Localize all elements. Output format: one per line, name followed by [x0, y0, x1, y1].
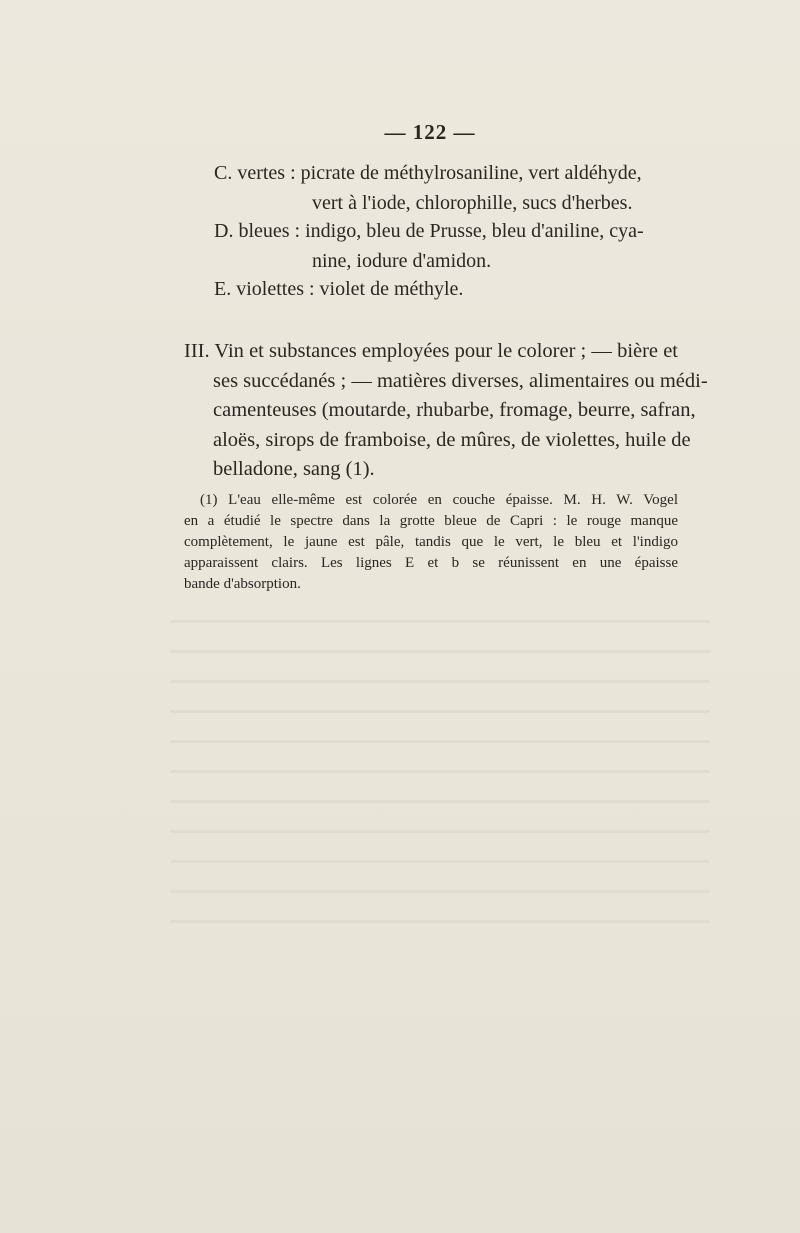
footnote-line: bande d'absorption. [184, 576, 301, 592]
entry-c [214, 158, 642, 218]
entry-c-line-1: C. vertes : picrate de méthylrosaniline, vert aldéhyde, [214, 162, 642, 184]
paragraph-iii [184, 337, 708, 485]
paragraph-line: camenteuses (moutarde, rhubarbe, fromage, beurre, safran, [213, 399, 696, 421]
page-number: — 122 — [384, 120, 476, 144]
entry-d [214, 216, 644, 276]
paragraph-line: ses succédanés ; — matières diverses, alimentaires ou médi- [213, 369, 708, 392]
footnote-line: apparaissent clairs. Les lignes E et b se réunissent en une épaisse [184, 555, 678, 571]
footnote [184, 490, 678, 595]
entry-d-line-1: D. bleues : indigo, bleu de Prusse, bleu d'aniline, cya- [214, 220, 644, 242]
entry-e-line-1: E. violettes : violet de méthyle. [214, 278, 464, 300]
paragraph-line: belladone, sang (1). [213, 458, 375, 480]
show-through-text [170, 620, 710, 950]
paragraph-line: aloës, sirops de framboise, de mûres, de violettes, huile de [213, 428, 691, 451]
footnote-line: (1) L'eau elle-même est colorée en couche épaisse. M. H. W. Vogel [200, 492, 678, 508]
entry-d-line-2: nine, iodure d'amidon. [312, 250, 492, 272]
footnote-line: complètement, le jaune est pâle, tandis que le vert, le bleu et l'indigo [184, 534, 678, 550]
paragraph-line: III. Vin et substances employées pour le colorer ; — bière et [184, 340, 678, 362]
footnote-line: en a étudié le spectre dans la grotte bleue de Capri : le rouge manque [184, 513, 678, 529]
entry-c-line-2: vert à l'iode, chlorophille, sucs d'herbes. [312, 192, 633, 214]
entry-e [214, 274, 463, 304]
